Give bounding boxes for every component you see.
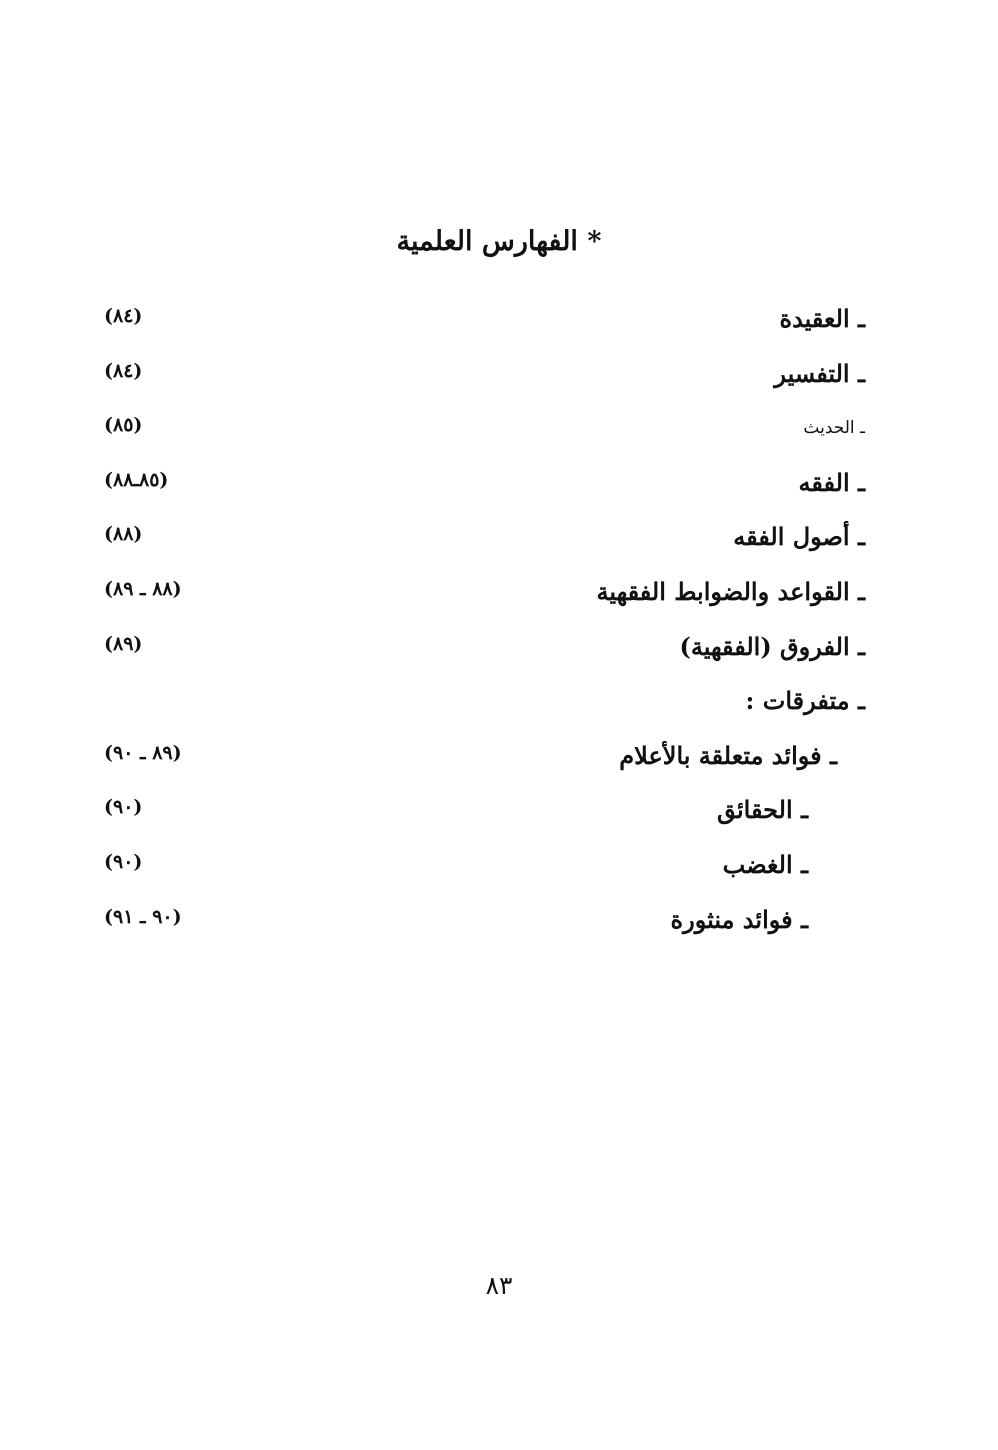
index-entry-label: ـ فوائد منثورة <box>670 904 808 934</box>
index-entry-label: ـ الفقه <box>798 467 865 497</box>
page-title: * الفهارس العلمية <box>396 226 602 257</box>
index-entry-label: ـ الحقائق <box>716 795 808 825</box>
index-entry-pages: (٨٤) <box>104 305 143 327</box>
index-entry-label: ـ الحديث <box>803 418 865 439</box>
index-entry-label: ـ متفرقات : <box>745 686 865 716</box>
index-entry-pages: (٩٠ ـ ٩١) <box>104 905 182 928</box>
index-entry-pages: (٨٨ ـ ٨٩) <box>104 577 182 600</box>
index-entry <box>0 733 998 788</box>
index-entry-label: ـ أصول الفقه <box>733 522 865 552</box>
index-entry <box>0 296 998 351</box>
index-entry-pages: (٨٩) <box>104 632 143 655</box>
index-entry <box>0 351 998 406</box>
index-entry-label: ـ القواعد والضوابط الفقهية <box>596 576 865 606</box>
page-number: ٨٣ <box>485 1271 513 1300</box>
index-entry <box>0 569 998 624</box>
index-entry-label: ـ فوائد متعلقة بالأعلام <box>619 740 837 770</box>
index-entry <box>0 460 998 515</box>
index-entry <box>0 514 998 569</box>
index-entry-pages: (٨٩ ـ ٩٠) <box>104 741 182 764</box>
index-entry-pages: (٨٤) <box>104 359 143 382</box>
index-entry-label: ـ التفسير <box>774 358 865 388</box>
index-entry-label: ـ الغضب <box>722 849 808 879</box>
index-entry <box>0 842 998 897</box>
index-entry <box>0 624 998 679</box>
index-entry <box>0 405 998 460</box>
index-entry-label: ـ العقيدة <box>779 304 865 333</box>
index-entry-pages: (٩٠) <box>104 796 143 819</box>
index-entry-pages: (٨٨) <box>104 523 143 546</box>
index-entry <box>0 787 998 842</box>
index-list <box>0 296 998 951</box>
index-entry <box>0 678 998 733</box>
index-entry <box>0 897 998 952</box>
index-entry-pages: (٨٥) <box>104 414 143 437</box>
index-entry-pages: (٩٠) <box>104 850 143 873</box>
index-entry-label: ـ الفروق (الفقهية) <box>679 631 865 661</box>
index-entry-pages: (٨٥ـ٨٨) <box>104 468 169 491</box>
